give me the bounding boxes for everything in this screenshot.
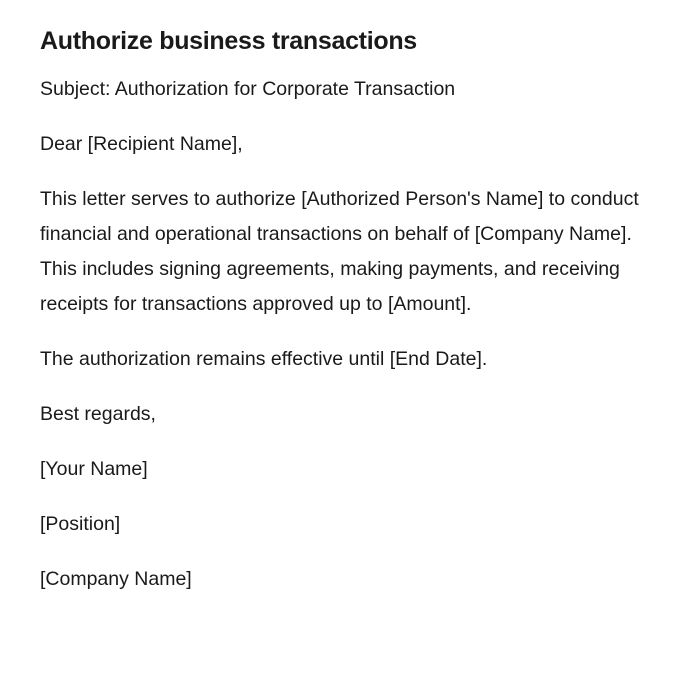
signer-company: [Company Name] <box>40 568 192 590</box>
effective-paragraph: The authorization remains effective until [End Date]. <box>40 348 488 370</box>
closing: Best regards, <box>40 403 156 425</box>
signer-name: [Your Name] <box>40 458 148 480</box>
subject-line: Subject: Authorization for Corporate Transaction <box>40 78 456 100</box>
body-paragraph: This letter serves to authorize [Authorized Person's Name] to conduct financial and operational transactions on behalf of [Company Name]. This includes signing agreements, making payments, and receiving receipts for transactions approved up to [Amount]. <box>40 188 639 315</box>
letter-document <box>40 24 650 617</box>
salutation: Dear [Recipient Name], <box>40 133 243 155</box>
document-title: Authorize business transactions <box>40 27 417 55</box>
signer-position: [Position] <box>40 513 121 535</box>
